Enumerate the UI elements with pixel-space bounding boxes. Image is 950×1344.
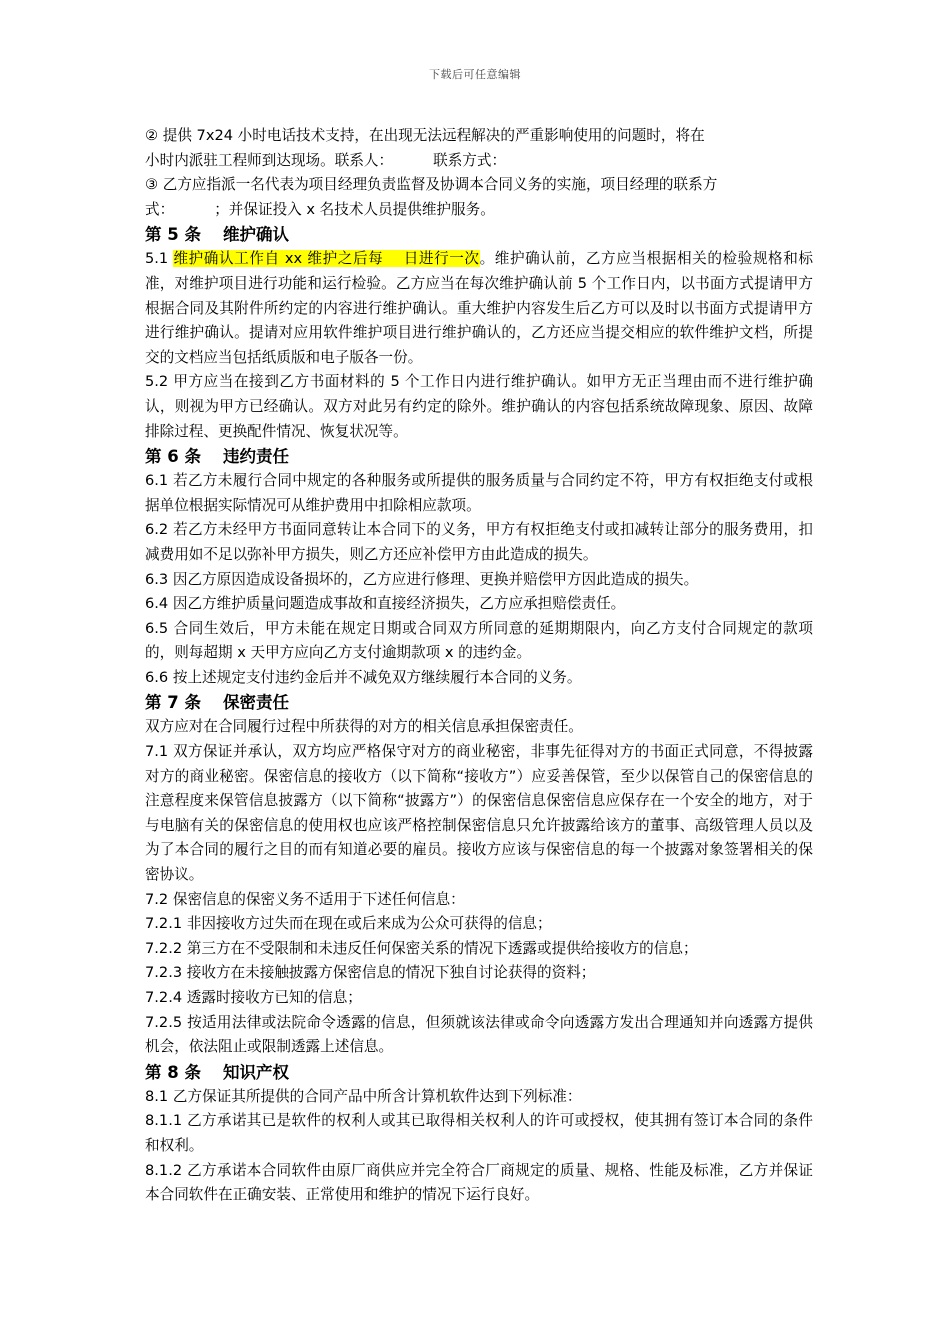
clause-number: 5.1 <box>145 250 174 268</box>
clause-8-1-1: 8.1.1 乙方承诺其已是软件的权利人或其已取得相关权利人的许可或授权，使其拥有签订本合同的条件和权利。 <box>145 1112 813 1154</box>
page-header: 下载后可任意编辑 <box>429 68 521 81</box>
intro-item-3-line-2 <box>145 198 813 223</box>
article-7-intro: 双方应对在合同履行过程中所获得的对方的相关信息承担保密责任。 <box>145 718 583 736</box>
clause-8-1-2: 8.1.2 乙方承诺本合同软件由原厂商供应并完全符合厂商规定的质量、规格、性能及标准，乙方并保证本合同软件在正确安装、正常使用和维护的情况下运行良好。 <box>145 1161 813 1204</box>
clause-6-2: 6.2 若乙方未经甲方书面同意转让本合同下的义务，甲方有权拒绝支付或扣减转让部分的服务费用，扣减费用如不足以弥补甲方损失，则乙方还应补偿甲方由此造成的损失。 <box>145 521 813 563</box>
clause-8-1: 8.1 乙方保证其所提供的合同产品中所含计算机软件达到下列标准： <box>145 1087 582 1105</box>
clause-6-5: 6.5 合同生效后，甲方未能在规定日期或合同双方所同意的延期期限内，向乙方支付合同规定的款项的，则每超期 x 天甲方应向乙方支付逾期款项 x 的违约金。 <box>145 619 813 662</box>
clause-7-2-2: 7.2.2 第三方在不受限制和未违反任何保密关系的情况下透露或提供给接收方的信息； <box>145 939 698 957</box>
clause-6-1: 6.1 若乙方未履行合同中规定的各种服务或所提供的服务质量与合同约定不符，甲方有权拒绝支付或根据单位根据实际情况可从维护费用中扣除相应款项。 <box>145 472 813 514</box>
clause-6-6: 6.6 按上述规定支付违约金后并不减免双方继续履行本合同的义务。 <box>145 668 582 686</box>
clause-7-2: 7.2 保密信息的保密义务不适用于下述任何信息： <box>145 890 465 908</box>
clause-7-2-4: 7.2.4 透露时接收方已知的信息； <box>145 989 362 1006</box>
article-5-heading <box>145 222 813 247</box>
intro-item-2-line-2 <box>145 149 813 174</box>
document-body <box>145 124 813 1208</box>
clause-text: 。维护确认前，乙方应当根据相关的检验规格和标准，对维护项目进行功能和运行检验。乙方应当在每次维护确认前 5 个工作日内，以书面方式提请甲方根据合同及其附件所约定的内容进行维护确认。重大维护内容发生后乙方可以及时以书面方式提请甲方进行维护确认。提请对应用软件维护项目进行维护确认的，乙方还应当提交相应的软件维护文档，所提交的文档应当包括纸质版和电子版各一份。 <box>145 250 813 366</box>
clause-6-4: 6.4 因乙方维护质量问题造成事故和直接经济损失，乙方应承担赔偿责任。 <box>145 595 626 613</box>
clause-7-1: 7.1 双方保证并承认，双方均应严格保守对方的商业秘密，非事先征得对方的书面正式同意，不得披露对方的商业秘密。保密信息的接收方（以下简称“接收方”）应妥善保管，至少以保管自己的保密信息的注意程度来保管信息披露方（以下简称“披露方”）的保密信息保密信息应保存在一个安全的地方，对于与电脑有关的保密信息的使用权也应该严格控制保密信息只允许披露给该方的董事、高级管理人员以及为了本合同的履行之目的而有知道必要的雇员。接收方应该与保密信息的每一个披露对象签署相关的保密协议。 <box>145 743 813 884</box>
article-title: 违约责任 <box>222 447 289 467</box>
intro-item-3-line-1: ③ 乙方应指派一名代表为项目经理负责监督及协调本合同义务的实施，项目经理的联系方 <box>145 176 718 194</box>
article-6-heading <box>145 444 813 469</box>
pm-contact-label: 式： <box>145 200 175 218</box>
staff-commitment-text: ；并保证投入 x 名技术人员提供维护服务。 <box>214 200 495 218</box>
clause-5-2: 5.2 甲方应当在接到乙方书面材料的 5 个工作日内进行维护确认。如甲方无正当理由而不进行维护确认，则视为甲方已经确认。双方对此另有约定的除外。维护确认的内容包括系统故障现象、原因、故障排除过程、更换配件情况、恢复状况等。 <box>145 373 813 440</box>
clause-7-2-1: 7.2.1 非因接收方过失而在现在或后来成为公众可获得的信息； <box>145 915 552 933</box>
clause-7-2-3: 7.2.3 接收方在未接触披露方保密信息的情况下独自讨论获得的资料； <box>145 964 596 982</box>
article-title: 维护确认 <box>222 225 289 245</box>
article-title: 知识产权 <box>222 1062 289 1082</box>
article-number: 第 5 条 <box>145 225 201 245</box>
article-8-heading <box>145 1060 813 1085</box>
article-7-heading <box>145 690 813 715</box>
contact-method-label: 联系方式： <box>433 151 507 169</box>
article-number: 第 6 条 <box>145 447 201 467</box>
clause-5-1 <box>145 247 813 370</box>
article-title: 保密责任 <box>222 693 289 713</box>
contact-person-label: 小时内派驻工程师到达现场。联系人： <box>145 151 394 169</box>
article-number: 第 8 条 <box>145 1062 201 1082</box>
clause-6-3: 6.3 因乙方原因造成设备损坏的，乙方应进行修理、更换并赔偿甲方因此造成的损失。 <box>145 570 699 588</box>
highlighted-text: 维护确认工作自 xx 维护之后每 日进行一次 <box>173 250 480 268</box>
clause-7-2-5: 7.2.5 按适用法律或法院命令透露的信息，但须就该法律或命令向透露方发出合理通知并向透露方提供机会，依法阻止或限制透露上述信息。 <box>145 1013 813 1056</box>
intro-item-2-line-1: ② 提供 7x24 小时电话技术支持，在出现无法远程解决的严重影响使用的问题时，将在 <box>145 127 705 144</box>
article-number: 第 7 条 <box>145 693 201 713</box>
